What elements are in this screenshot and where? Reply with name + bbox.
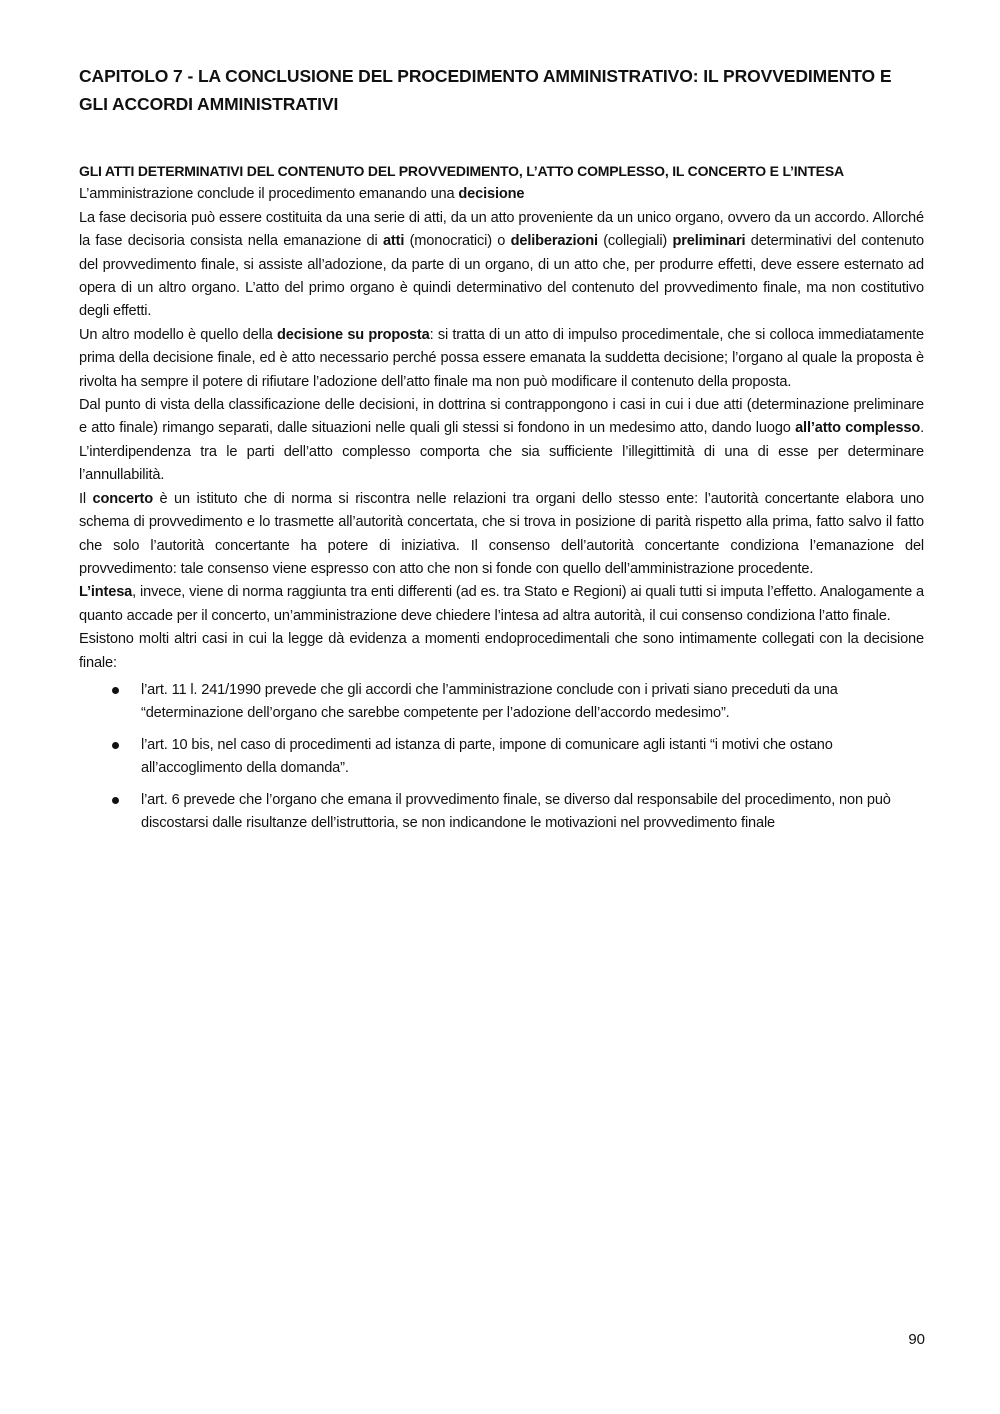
paragraph-decisione-su-proposta: Un altro modello è quello della decisione su proposta: si tratta di un atto di impulso procedimentale, che si colloca immediatamente prima della decisione finale, ed è atto necessario perché possa essere emanata la suddetta decisione; l’organo al quale la proposta è rivolta ha sempre il potere di rifiutare l’adozione dell’atto finale ma non può modificare il contenuto della proposta. <box>79 326 924 390</box>
paragraph-concerto: Il concerto è un istituto che di norma si riscontra nelle relazioni tra organi dello stesso ente: l’autorità concertante elabora uno schema di provvedimento e lo trasmette all’autorità concertata, che si trova in posizione di parità rispetto alla prima, fatto salvo il fatto che solo l’autorità concertante ha potere di iniziativa. Il consenso dell’autorità concertante condiziona l’emanazione del provvedimento: tale consenso viene espresso con atto che non si fonde con quello dell’amministrazione procedente. <box>79 490 924 577</box>
bold-term-decisione: decisione <box>458 186 525 203</box>
bold-term-deliberazioni: deliberazioni <box>510 233 598 250</box>
bold-term-decisione-su-proposta: decisione su proposta <box>277 326 430 343</box>
bold-term-intesa: L’intesa <box>79 584 133 601</box>
document-page <box>79 62 924 843</box>
bullet-list <box>79 679 924 835</box>
bold-term-atti: atti <box>382 233 405 250</box>
bold-term-atto-complesso: all’atto complesso <box>795 420 921 437</box>
bullet-icon <box>112 742 119 749</box>
paragraph-intro: L’amministrazione conclude il procedimento emanando una decisione <box>79 186 525 203</box>
bold-term-concerto: concerto <box>92 490 153 507</box>
paragraph-atto-complesso: Dal punto di vista della classificazione delle decisioni, in dottrina si contrappongono i casi in cui i due atti (determinazione preliminare e atto finale) rimango separati, dalle situazioni nelle quali gli stessi si fondono in un medesimo atto, dando luogo all’atto complesso. L’interdipendenza tra le parti dell’atto complesso comporta che sia sufficiente l’illegittimità di una di esse per determinare l’annullabilità. <box>79 397 925 484</box>
section-title: GLI ATTI DETERMINATIVI DEL CONTENUTO DEL PROVVEDIMENTO, L’ATTO COMPLESSO, IL CONCERTO E L’INTESA <box>79 163 844 179</box>
bold-term-preliminari: preliminari <box>672 233 746 250</box>
page-number: 90 <box>908 1331 925 1348</box>
chapter-title: CAPITOLO 7 - LA CONCLUSIONE DEL PROCEDIMENTO AMMINISTRATIVO: IL PROVVEDIMENTO E GLI ACCORDI AMMINISTRATIVI <box>79 66 892 114</box>
paragraph-fase-decisoria: La fase decisoria può essere costituita da una serie di atti, da un atto proveniente da un unico organo, ovvero da un accordo. Allorché la fase decisoria consista nella emanazione di atti (monocratici) o deliberazioni (collegiali) preliminari determinativi del contenuto del provvedimento finale, si assiste all’adozione, da parte di un organo, di un atto che, per produrre effetti, deve essere esternato ad opera di un altro organo. L’atto del primo organo è quindi determinativo del contenuto del provvedimento finale, ma non costitutivo degli effetti. <box>79 209 925 320</box>
bullet-icon <box>112 687 119 694</box>
bullet-icon <box>112 797 119 804</box>
paragraph-intesa: L’intesa, invece, viene di norma raggiunta tra enti differenti (ad es. tra Stato e Regioni) ai quali tutti si imputa l’effetto. Analogamente a quanto accade per il concerto, un’amministrazione deve chiedere l’intesa ad altra autorità, il cui consenso condiziona l’atto finale. <box>79 584 924 624</box>
paragraph-altri-casi: Esistono molti altri casi in cui la legge dà evidenza a momenti endoprocedimentali che sono intimamente collegati con la decisione finale: <box>79 631 924 671</box>
list-item: l’art. 11 l. 241/1990 prevede che gli accordi che l’amministrazione conclude con i privati siano preceduti da una “determinazione dell’organo che sarebbe competente per l’adozione dell’accordo medesimo”. <box>79 679 924 726</box>
list-item: l’art. 6 prevede che l’organo che emana il provvedimento finale, se diverso dal responsabile del procedimento, non può discostarsi dalle risultanze dell’istruttoria, se non indicandone le motivazioni nel provvedimento finale <box>79 789 924 836</box>
list-item: l’art. 10 bis, nel caso di procedimenti ad istanza di parte, impone di comunicare agli istanti “i motivi che ostano all’accoglimento della domanda”. <box>79 734 924 781</box>
